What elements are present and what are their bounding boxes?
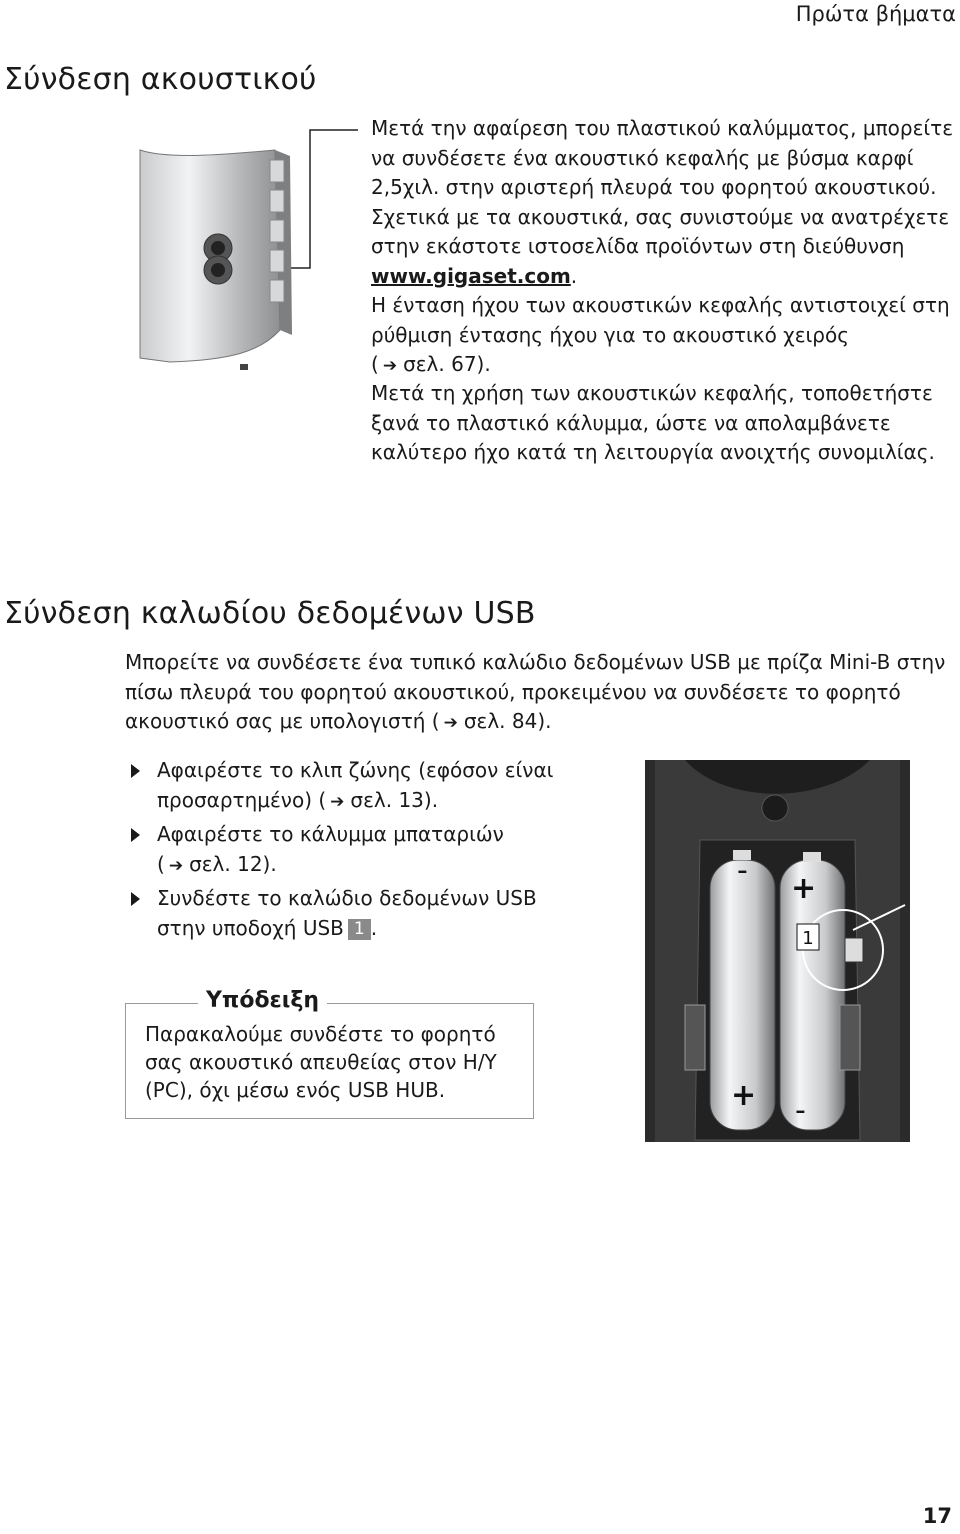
text-line: Μετά την αφαίρεση του πλαστικού καλύμματος, μπορείτε	[371, 116, 954, 140]
page-reference[interactable]: σελ. 13).	[350, 788, 439, 812]
section-title-headset: Σύνδεση ακουστικού	[4, 62, 317, 97]
page-reference[interactable]: σελ. 12).	[189, 852, 277, 876]
usb-intro-paragraph	[125, 648, 960, 739]
text-line: Σχετικά με τα ακουστικά, σας συνιστούμε να ανατρέχετε	[371, 204, 950, 229]
text-line: να συνδέσετε ένα ακουστικό κεφαλής με βύσμα καρφί	[371, 145, 914, 170]
text-line: 2,5χιλ. στην αριστερή πλευρά του φορητού ακουστικού.	[371, 175, 937, 199]
usb-steps-list	[125, 755, 605, 943]
text-line: ξανά το πλαστικό κάλυμμα, ώστε να απολαμβάνετε	[371, 410, 891, 435]
usb-port-badge: 1	[802, 928, 814, 949]
minus-sign: -	[795, 1093, 806, 1128]
triangle-right-icon	[131, 828, 140, 842]
step-item: Αφαιρέστε το κάλυμμα μπαταριών ( ➔ σελ. 12).	[125, 819, 605, 881]
text-line: Η ένταση ήχου των ακουστικών κεφαλής αντιστοιχεί στη	[371, 293, 950, 317]
ref-open: (	[371, 352, 379, 376]
headset-paragraph	[371, 114, 960, 382]
running-header: Πρώτα βήματα	[795, 2, 956, 26]
step-item: Συνδέστε το καλώδιο δεδομένων USB στην υποδοχή USB 1 .	[125, 883, 605, 943]
arrow-right-icon: ➔	[382, 356, 398, 376]
text-line: σας ακουστικό απευθείας στον Η/Υ	[145, 1050, 497, 1074]
text-line: Μπορείτε να συνδέσετε ένα τυπικό καλώδιο δεδομένων USB με πρίζα Mini-B στην	[125, 650, 946, 674]
page-reference[interactable]: σελ. 84).	[463, 709, 552, 733]
battery-compartment-illustration	[645, 760, 910, 1142]
arrow-right-icon: ➔	[330, 792, 345, 812]
hint-text	[145, 1020, 497, 1104]
triangle-right-icon	[131, 892, 140, 906]
arrow-right-icon: ➔	[443, 713, 458, 733]
plus-sign: +	[731, 1078, 757, 1113]
step-item: Αφαιρέστε το κλιπ ζώνης (εφόσον είναι προσαρτημένο) ( ➔ σελ. 13).	[125, 755, 605, 817]
text-line: ρύθμιση έντασης ήχου για το ακουστικό χειρός	[371, 322, 849, 347]
text-line: στην εκάστοτε ιστοσελίδα προϊόντων στη διεύθυνση	[371, 234, 905, 258]
text-line: πίσω πλευρά του φορητού ακουστικού, προκειμένου να συνδέσετε το φορητό	[125, 679, 901, 704]
triangle-right-icon	[131, 764, 140, 778]
text-line: Παρακαλούμε συνδέστε το φορητό	[145, 1022, 496, 1046]
hint-title: Υπόδειξη	[198, 988, 327, 1013]
section-title-usb: Σύνδεση καλωδίου δεδομένων USB	[4, 596, 536, 631]
text-line: Μετά τη χρήση των ακουστικών κεφαλής, τοποθετήστε	[371, 381, 933, 405]
headset-paragraph-2	[371, 379, 960, 468]
link-suffix: .	[570, 263, 578, 288]
plus-sign: +	[791, 871, 817, 906]
page-reference[interactable]: σελ. 67).	[403, 352, 491, 376]
handset-side-illustration	[130, 120, 380, 380]
usb-port-badge: 1	[348, 919, 371, 940]
minus-sign: -	[737, 853, 748, 888]
text-line: καλύτερο ήχο κατά τη λειτουργία ανοιχτής συνομιλίας.	[371, 440, 935, 464]
text-line: (PC), όχι μέσω ενός USB HUB.	[145, 1078, 446, 1102]
gigaset-link[interactable]: www.gigaset.com	[371, 263, 571, 288]
page-number: 17	[922, 1504, 952, 1528]
text-line: ακουστικό σας με υπολογιστή (	[125, 709, 440, 733]
arrow-right-icon: ➔	[168, 856, 184, 876]
